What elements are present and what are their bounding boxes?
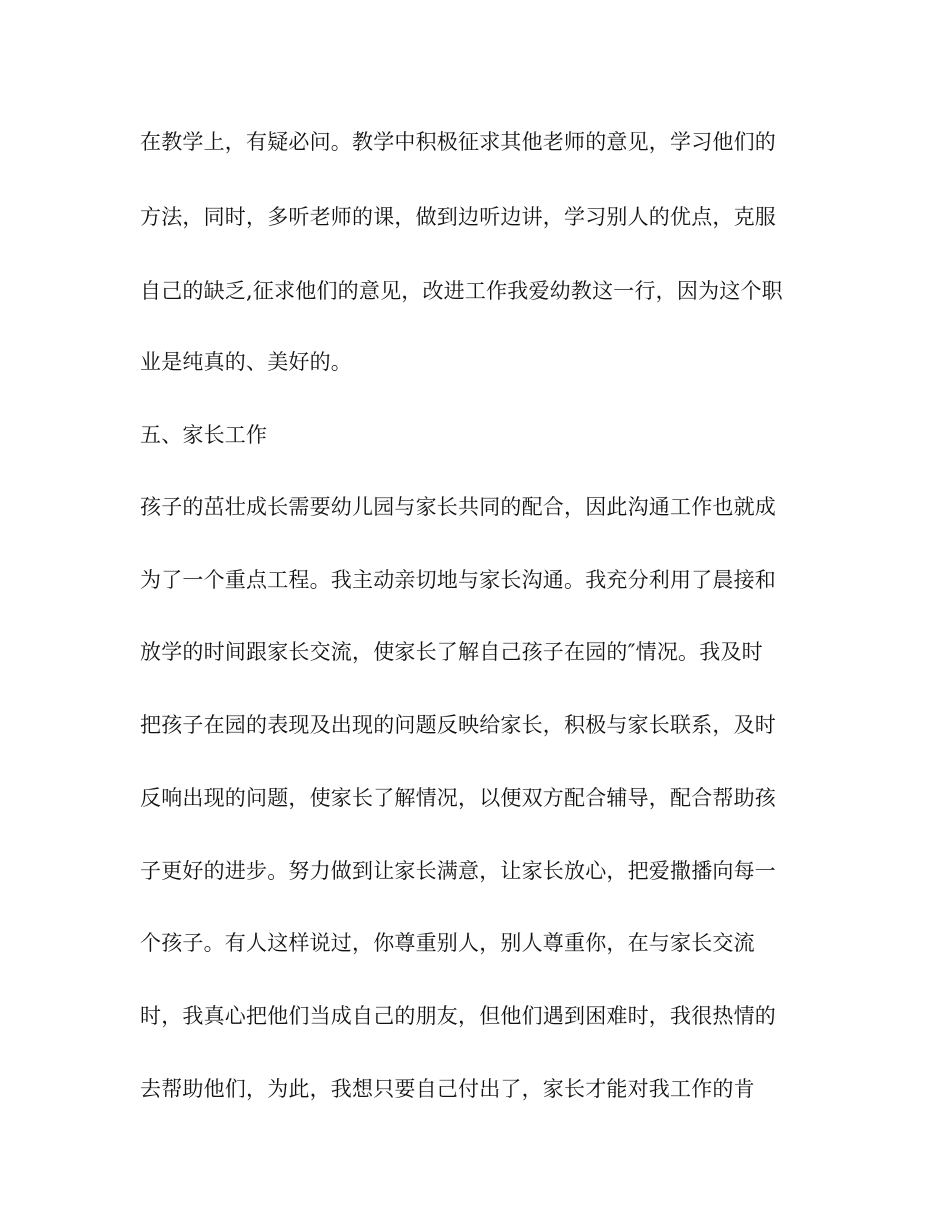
paragraph-line: 自己的缺乏,征求他们的意见，改进工作我爱幼教这一行，因为这个职 xyxy=(140,279,783,303)
paragraph-line: 业是纯真的、美好的。 xyxy=(140,350,352,374)
paragraph-line: 子更好的进步。努力做到让家长满意，让家长放心，把爱撒播向每一 xyxy=(140,859,776,883)
paragraph-line: 孩子的茁壮成长需要幼儿园与家长共同的配合，因此沟通工作也就成 xyxy=(140,495,776,519)
paragraph-line: 去帮助他们，为此，我想只要自己付出了，家长才能对我工作的肯 xyxy=(140,1077,755,1101)
paragraph-line: 时，我真心把他们当成自己的朋友，但他们遇到困难时，我很热情的 xyxy=(140,1004,776,1028)
paragraph-line: 反响出现的问题，使家长了解情况，以便双方配合辅导，配合帮助孩 xyxy=(140,786,776,810)
paragraph-line: 放学的时间跟家长交流，使家长了解自己孩子在园的″情况。我及时 xyxy=(140,640,763,664)
section-heading: 五、家长工作 xyxy=(140,423,268,447)
paragraph-line: 把孩子在园的表现及出现的问题反映给家长，积极与家长联系，及时 xyxy=(140,713,776,737)
paragraph-line: 个孩子。有人这样说过，你尊重别人，别人尊重你，在与家长交流 xyxy=(140,931,755,955)
paragraph-line: 方法，同时，多听老师的课，做到边听边讲，学习别人的优点，克服 xyxy=(140,205,776,229)
paragraph-line: 为了一个重点工程。我主动亲切地与家长沟通。我充分利用了晨接和 xyxy=(140,568,776,592)
paragraph-line: 在教学上，有疑必问。教学中积极征求其他老师的意见，学习他们的 xyxy=(140,130,776,154)
